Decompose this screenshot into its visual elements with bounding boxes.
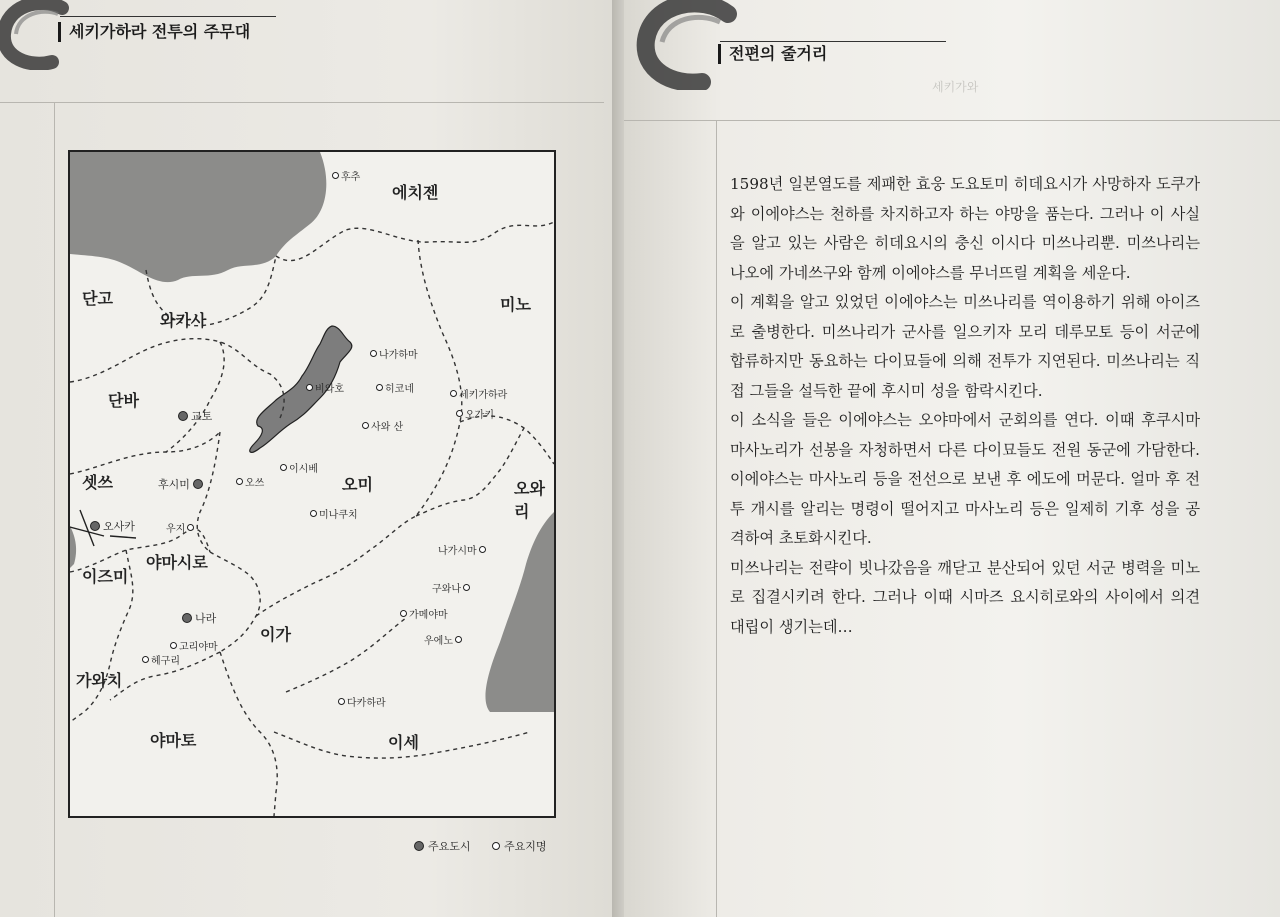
place-marker-icon	[455, 636, 462, 643]
place-marker-icon	[306, 384, 313, 391]
synopsis-paragraph: 이 계획을 알고 있었던 이에야스는 미쓰나리를 역이용하기 위해 아이즈로 출병한다. 미쓰나리가 군사를 일으키자 모리 데루모토 등이 서군에 합류하지만 동요하는 다이묘들에 의해 전투가 지연된다. 미쓰나리는 직접 그들을 설득한 끝에 후시미 성을 함락시킨다.	[730, 293, 1200, 400]
region-label: 야마토	[150, 731, 197, 750]
region-label: 이세	[388, 733, 419, 752]
region-label: 이가	[260, 625, 291, 644]
region-label: 와카사	[160, 311, 207, 330]
map-place: 이시베	[280, 460, 318, 475]
region-label: 이즈미	[82, 567, 129, 586]
frame-rule	[716, 120, 717, 917]
region-label: 오와리	[514, 479, 545, 521]
map-place: 후추	[332, 168, 360, 183]
frame-rule	[624, 120, 1280, 121]
synopsis-paragraph: 1598년 일본열도를 제패한 효웅 도요토미 히데요시가 사망하자 도쿠가와 이에야스는 천하를 차지하고자 하는 야망을 품는다. 그러나 이 사실을 알고 있는 사람은 히데요시의 충신 이시다 미쓰나리뿐. 미쓰나리는 나오에 가네쓰구와 함께 이에야스를 무너뜨릴 계획을 세운다.	[730, 175, 1200, 282]
title-rule	[720, 41, 946, 42]
bleed-through-text: 세키가와	[932, 80, 979, 94]
sea-area	[70, 526, 76, 568]
place-marker-icon	[170, 642, 177, 649]
map-place: 구와나	[432, 580, 470, 595]
place-marker-icon	[450, 390, 457, 397]
synopsis-text	[730, 170, 1200, 642]
place-marker-icon	[310, 510, 317, 517]
map-place: 헤구리	[142, 652, 180, 667]
major-city-marker-icon	[193, 479, 203, 489]
sea-area	[70, 152, 326, 282]
map-city-kyoto: 교토	[178, 408, 212, 424]
title-rule	[60, 16, 276, 17]
place-marker-icon	[142, 656, 149, 663]
legend-major-city: 주요도시	[414, 838, 471, 854]
legend-major-place: 주요지명	[492, 838, 547, 854]
place-marker-icon	[370, 350, 377, 357]
place-marker-icon	[362, 422, 369, 429]
region-label: 에치젠	[392, 183, 439, 202]
map-city-osaka: 오사카	[90, 518, 135, 534]
place-marker-icon	[463, 584, 470, 591]
map-place: 고리야마	[170, 638, 218, 653]
place-marker-icon	[280, 464, 287, 471]
region-label: 가와치	[76, 671, 123, 690]
major-city-marker-icon	[414, 841, 424, 851]
major-city-marker-icon	[178, 411, 188, 421]
book-gutter	[612, 0, 624, 917]
region-label: 야마시로	[146, 553, 208, 572]
map-city-nara: 나라	[182, 610, 216, 626]
region-label: 미노	[500, 295, 531, 314]
place-marker-icon	[187, 524, 194, 531]
section-title: 전편의 줄거리	[718, 44, 827, 64]
frame-rule	[54, 102, 55, 917]
place-marker-icon	[236, 478, 243, 485]
place-marker-icon	[376, 384, 383, 391]
sea-area	[485, 512, 554, 712]
frame-rule	[0, 102, 604, 103]
synopsis-paragraph: 미쓰나리는 전략이 빗나갔음을 깨닫고 분산되어 있던 서군 병력을 미노로 집결시키려 한다. 그러나 이때 시마즈 요시히로와의 사이에서 의견 대립이 생기는데…	[730, 558, 1200, 636]
map-place: 가메야마	[400, 606, 448, 621]
map-place: 나가시마	[438, 542, 486, 557]
map-place: 나가하마	[370, 346, 418, 361]
place-marker-icon	[456, 410, 463, 417]
region-label: 단바	[108, 391, 139, 410]
map-place: 오쓰	[236, 474, 264, 489]
major-city-marker-icon	[182, 613, 192, 623]
map-place: 오가키	[456, 406, 494, 421]
place-marker-icon	[332, 172, 339, 179]
place-marker-icon	[479, 546, 486, 553]
major-city-marker-icon	[90, 521, 100, 531]
region-label: 오미	[342, 475, 373, 494]
region-label: 셋쓰	[82, 473, 113, 492]
map-place: 다카하라	[338, 694, 386, 709]
handwritten-mark	[110, 536, 136, 538]
map-place: 히코네	[376, 380, 414, 395]
region-label: 단고	[82, 289, 113, 308]
map-place: 세키가하라	[450, 386, 507, 401]
map-place: 비와호	[306, 380, 344, 395]
section-title: 세키가하라 전투의 주무대	[58, 22, 250, 42]
map-place: 우지	[166, 520, 194, 535]
map-city-fushimi: 후시미	[158, 476, 203, 492]
place-marker-icon	[338, 698, 345, 705]
place-marker-icon	[492, 842, 500, 850]
map-place: 우에노	[424, 632, 462, 647]
map-place: 사와 산	[362, 418, 403, 433]
map	[68, 150, 556, 818]
place-marker-icon	[400, 610, 407, 617]
synopsis-paragraph: 이 소식을 들은 이에야스는 오야마에서 군회의를 연다. 이때 후쿠시마 마사노리가 선봉을 자청하면서 다른 다이묘들도 전원 동군에 가담한다. 이에야스는 마사노리 등을 전선으로 보낸 후 에도에 머문다. 얼마 후 전투 개시를 알리는 명령이 떨어지고 마사노리 등은 일제히 기후 성을 공격하여 초토화시킨다.	[730, 411, 1200, 547]
map-place: 미나쿠치	[310, 506, 358, 521]
